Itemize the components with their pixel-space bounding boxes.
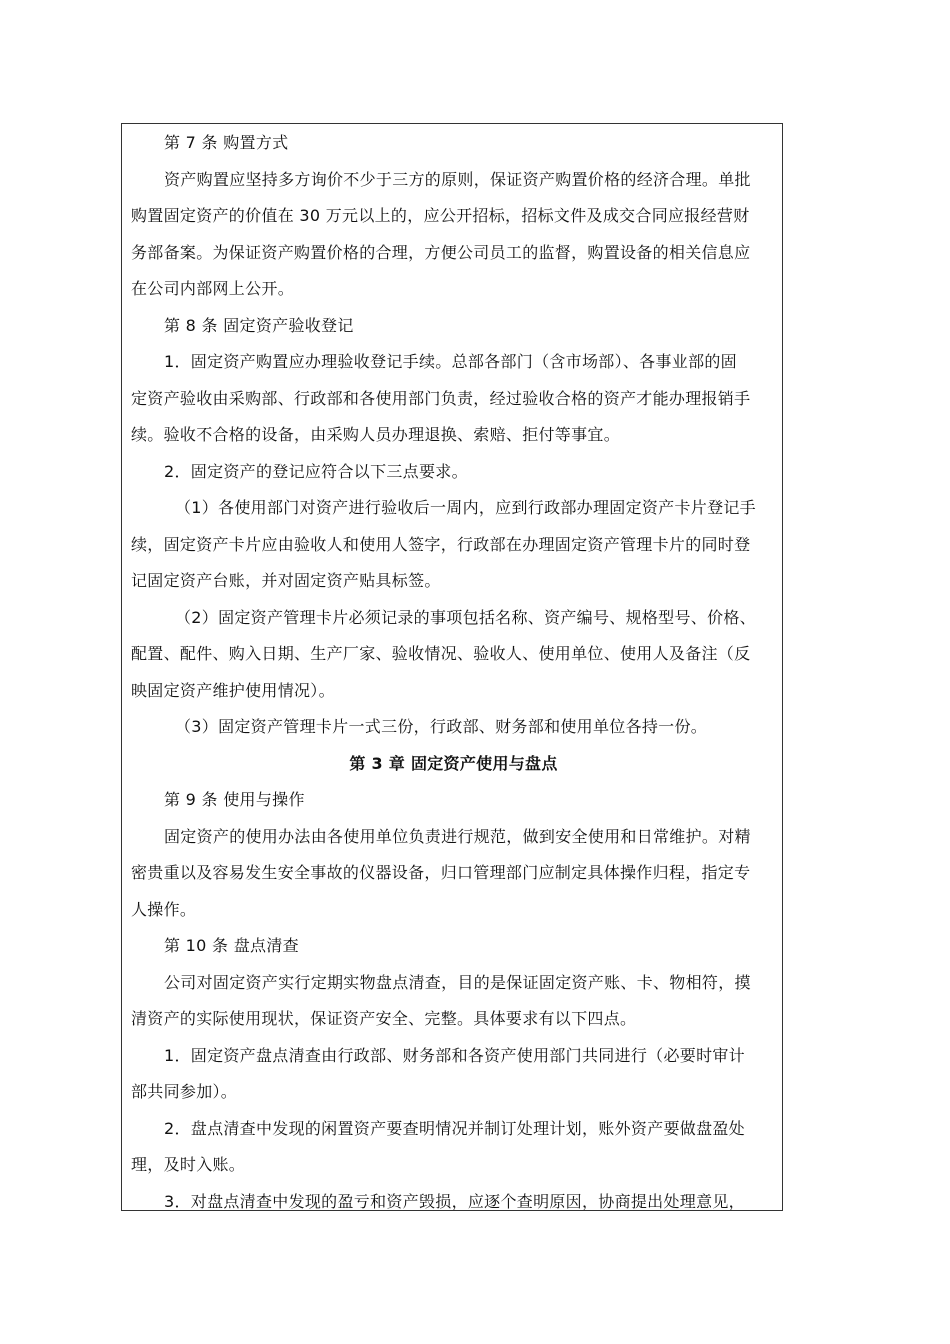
- paragraph-line: 记固定资产台账，并对固定资产贴具标签。: [131, 571, 441, 590]
- paragraph-line: 公司对固定资产实行定期实物盘点清查，目的是保证固定资产账、卡、物相符，摸: [164, 972, 751, 992]
- paragraph-line: 2．盘点清查中发现的闲置资产要查明情况并制订处理计划，账外资产要做盘盈处: [164, 1118, 745, 1138]
- article-8-heading: 第 8 条 固定资产验收登记: [164, 315, 354, 335]
- paragraph-line: 固定资产的使用办法由各使用单位负责进行规范，做到安全使用和日常维护。对精: [164, 826, 751, 846]
- document-body: [131, 125, 776, 1211]
- paragraph-line: 理，及时入账。: [131, 1155, 246, 1174]
- paragraph-line: 1．固定资产盘点清查由行政部、财务部和各资产使用部门共同进行（必要时审计: [164, 1045, 745, 1065]
- paragraph-line: 1．固定资产购置应办理验收登记手续。总部各部门（含市场部）、各事业部的固: [164, 352, 737, 371]
- chapter-3-heading: 第 3 章 固定资产使用与盘点: [349, 753, 558, 773]
- paragraph-line: （2）固定资产管理卡片必须记录的事项包括名称、资产编号、规格型号、价格、: [175, 607, 756, 627]
- paragraph-line: 人操作。: [131, 899, 197, 919]
- document-frame: [121, 123, 783, 1211]
- paragraph-line: 在公司内部网上公开。: [131, 279, 295, 298]
- paragraph-line: 2．固定资产的登记应符合以下三点要求。: [164, 461, 468, 481]
- paragraph-line: 务部备案。为保证资产购置价格的合理，方便公司员工的监督，购置设备的相关信息应: [131, 242, 751, 262]
- article-7-heading: 第 7 条 购置方式: [164, 133, 289, 152]
- paragraph-line: 购置固定资产的价值在 30 万元以上的，应公开招标，招标文件及成交合同应报经营财: [131, 206, 750, 225]
- paragraph-line: 资产购置应坚持多方询价不少于三方的原则，保证资产购置价格的经济合理。单批: [164, 169, 751, 189]
- paragraph-line: 密贵重以及容易发生安全事故的仪器设备，归口管理部门应制定具体操作归程，指定专: [131, 863, 751, 882]
- paragraph-line: （3）固定资产管理卡片一式三份，行政部、财务部和使用单位各持一份。: [175, 717, 708, 736]
- paragraph-line: 续。验收不合格的设备，由采购人员办理退换、索赔、拒付等事宜。: [131, 425, 621, 444]
- paragraph-line: 映固定资产维护使用情况）。: [131, 680, 335, 700]
- article-9-heading: 第 9 条 使用与操作: [164, 790, 305, 809]
- paragraph-line: 续，固定资产卡片应由验收人和使用人签字，行政部在办理固定资产管理卡片的同时登: [131, 534, 751, 554]
- paragraph-line: 配置、配件、购入日期、生产厂家、验收情况、验收人、使用单位、使用人及备注（反: [131, 644, 751, 663]
- paragraph-line: （1）各使用部门对资产进行验收后一周内，应到行政部办理固定资产卡片登记手: [175, 498, 756, 517]
- paragraph-line: 部共同参加）。: [131, 1082, 238, 1101]
- paragraph-line: 3．对盘点清查中发现的盈亏和资产毁损，应逐个查明原因，协商提出处理意见，: [164, 1191, 745, 1211]
- paragraph-line: 定资产验收由采购部、行政部和各使用部门负责，经过验收合格的资产才能办理报销手: [131, 388, 751, 408]
- article-10-heading: 第 10 条 盘点清查: [164, 936, 299, 955]
- paragraph-line: 清资产的实际使用现状，保证资产安全、完整。具体要求有以下四点。: [131, 1009, 637, 1028]
